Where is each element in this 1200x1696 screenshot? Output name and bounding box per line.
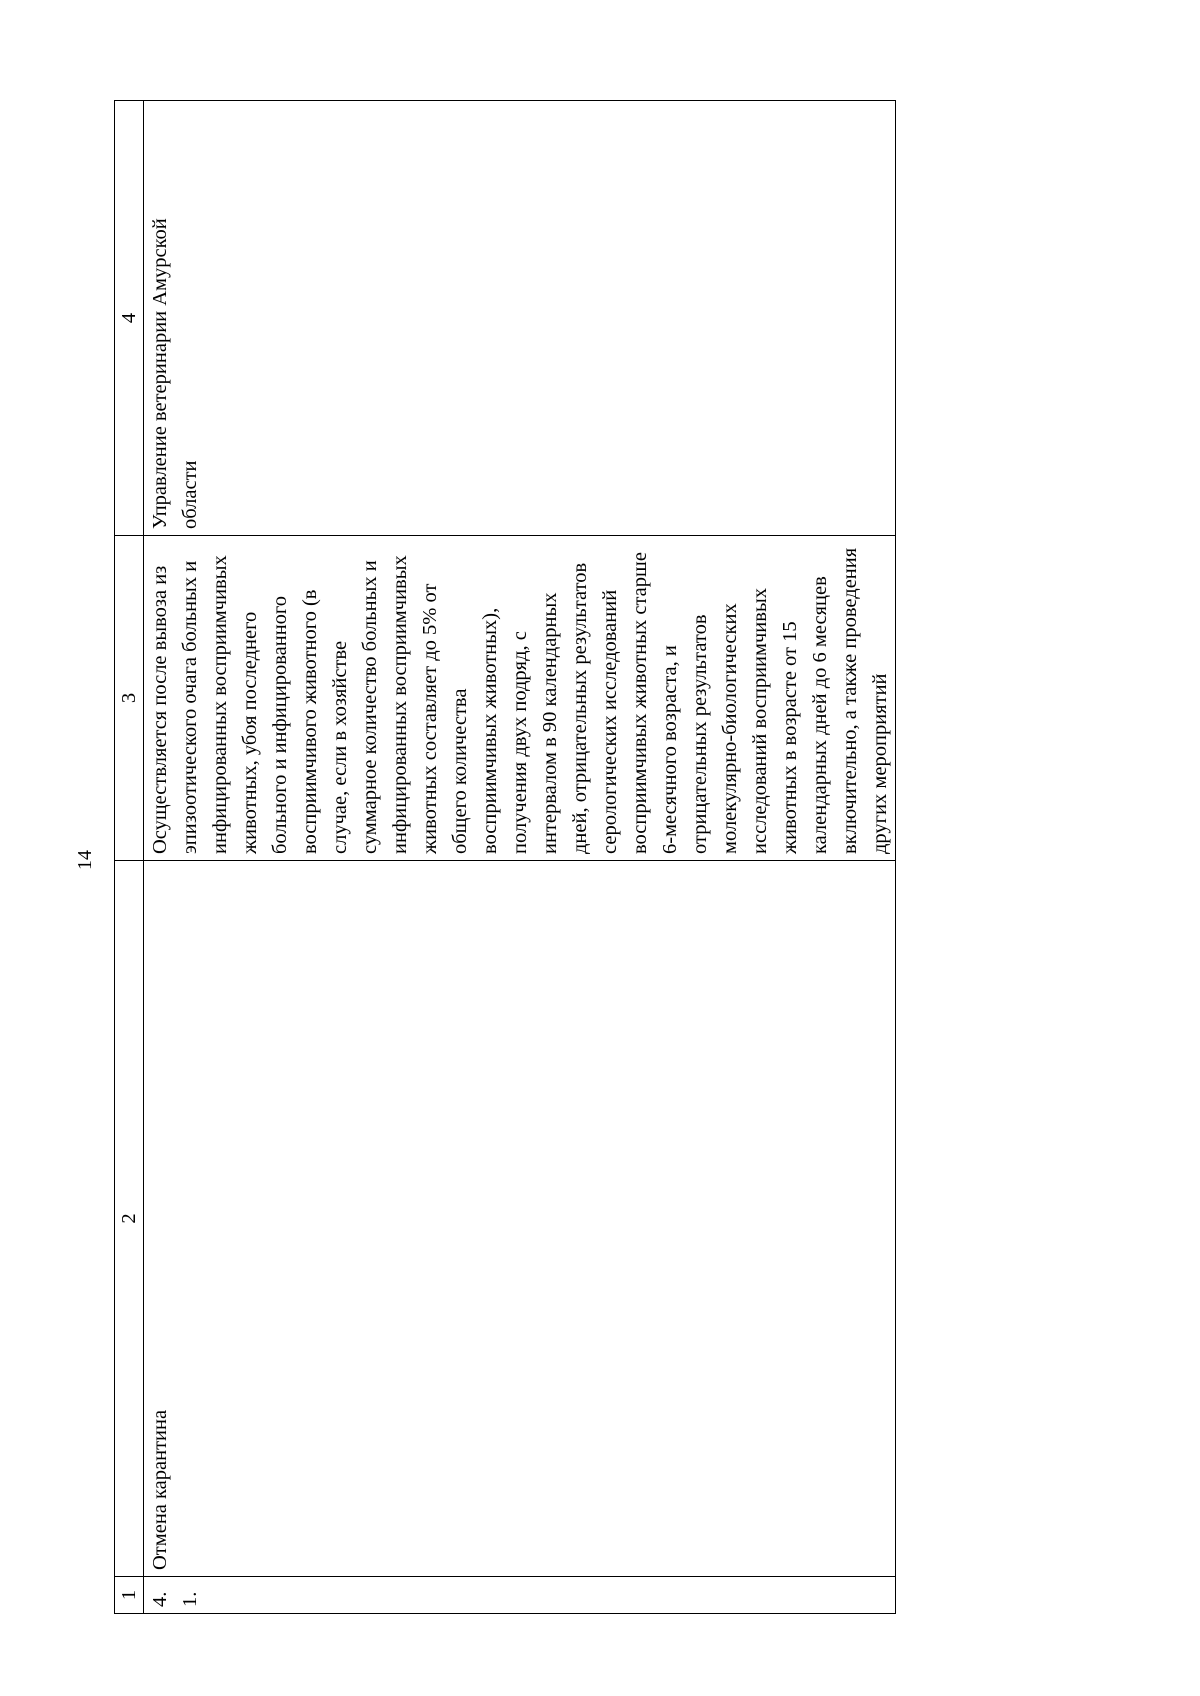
rotated-page-content [114, 101, 891, 1614]
table-header-row [115, 101, 144, 1614]
column-number-header-3: 3 [115, 536, 144, 861]
measure-name: Отмена карантина [149, 1409, 171, 1570]
page-number: 14 [74, 850, 96, 870]
column-number-header-1: 1 [115, 1577, 144, 1614]
responsible-authority: Управление ветеринарии Амурской области [149, 218, 201, 529]
condition-cell [144, 536, 896, 861]
row-number: 4.1. [149, 1591, 201, 1607]
measure-cell [144, 861, 896, 1577]
row-number-cell [144, 1577, 896, 1614]
responsible-cell [144, 101, 896, 536]
column-number-header-2: 2 [115, 861, 144, 1577]
table-wrapper [114, 101, 891, 1614]
column-number-header-4: 4 [115, 101, 144, 536]
measures-table [114, 100, 896, 1614]
table-row [144, 101, 896, 1614]
condition-text: Осуществляется после вывоза из эпизоотического очага больных и инфицированных восприимчивых животных, убоя последнего больного и инфицированного восприимчивого животного (в случае, если в хозяйстве суммарное количество больных и инфицированных восприимчивых животных составляет до 5% от общего количества восприимчивых животных), получения двух подряд, с интервалом в 90 календарных дней, отрицательных результатов серологических исследований восприимчивых животных старше 6-месячного возраста, и отрицательных результатов молекулярно-биологических исследований восприимчивых животных в возрасте от 15 календарных дней до 6 месяцев включительно, а также проведения других мероприятий [149, 547, 891, 854]
